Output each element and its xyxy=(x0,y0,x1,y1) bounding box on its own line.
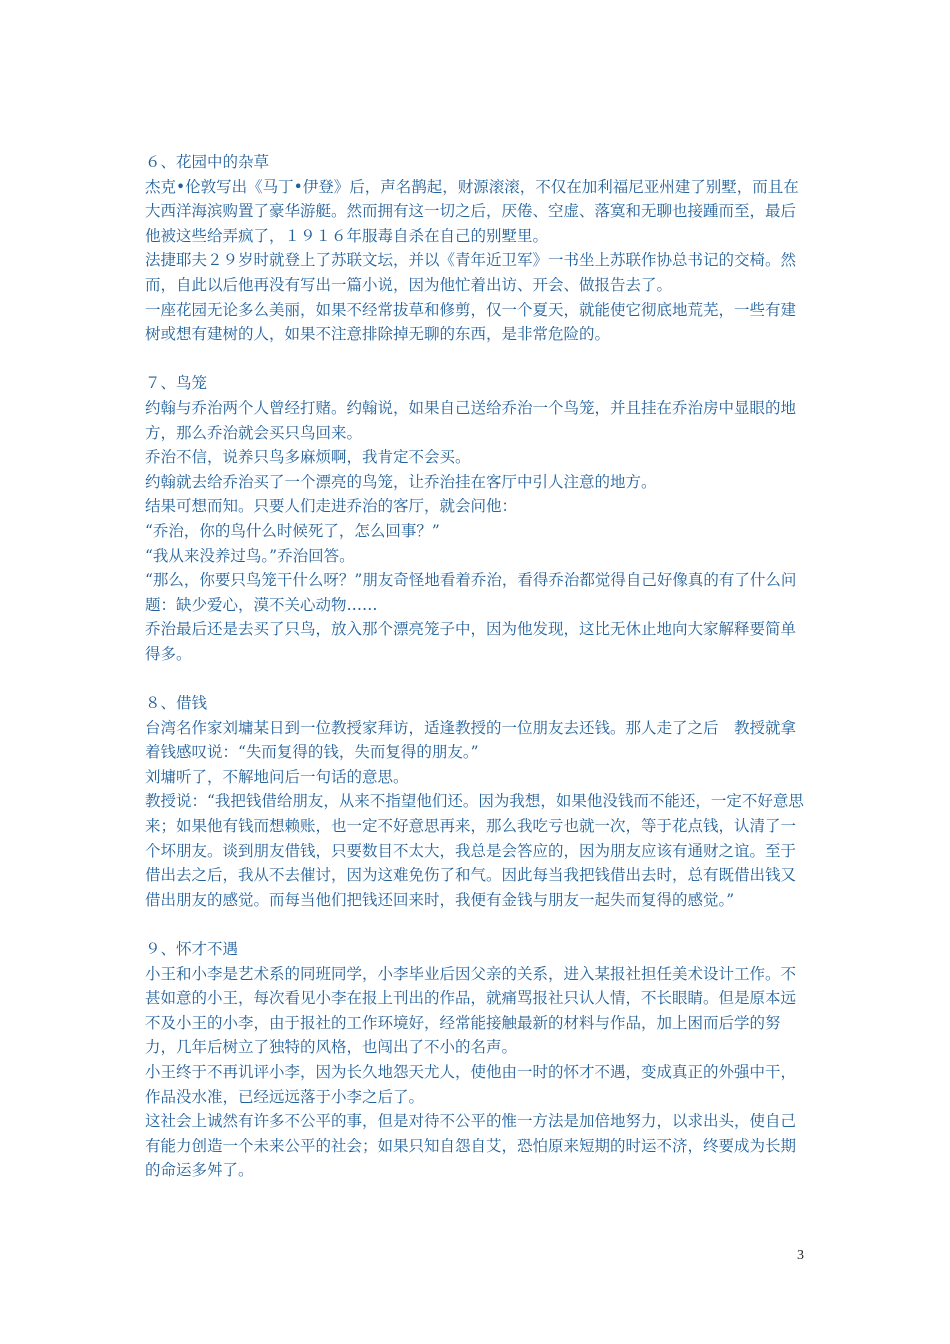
section-weeds xyxy=(145,150,810,347)
section-unrecognized-talent xyxy=(145,937,810,1183)
page-number: 3 xyxy=(797,1248,804,1263)
paragraph: “那么，你要只鸟笼干什么呀？”朋友奇怪地看着乔治，看得乔治都觉得自己好像真的有了什么问题：缺少爱心，漠不关心动物…… xyxy=(145,571,797,614)
paragraph: 教授说：“我把钱借给朋友，从来不指望他们还。因为我想，如果他没钱而不能还，一定不好意思来；如果他有钱而想赖账，也一定不好意思再来，那么我吃亏也就一次，等于花点钱，认清了一个坏朋友。谈到朋友借钱，只要数目不太大，我总是会答应的，因为朋友应该有通财之谊。至于借出去之后，我从不去催讨，因为这难免伤了和气。因此每当我把钱借出去时，总有既借出钱又借出朋友的感觉。而每当他们把钱还回来时，我便有金钱与朋友一起失而复得的感觉。” xyxy=(145,792,804,909)
paragraph: 小王终于不再讥评小李，因为长久地怨天尤人，使他由一时的怀才不遇，变成真正的外强中干，作品没水准，已经远远落于小李之后了。 xyxy=(145,1062,797,1106)
section-borrowing-money xyxy=(145,691,810,912)
document-body xyxy=(145,150,810,1183)
section-heading: ６、花园中的杂草 xyxy=(145,153,270,171)
paragraph: 台湾名作家刘墉某日到一位教授家拜访，适逢教授的一位朋友去还钱。那人走了之后 教授就拿着钱感叹说：“失而复得的钱，失而复得的朋友。” xyxy=(145,718,797,762)
paragraph: 刘墉听了，不解地问后一句话的意思。 xyxy=(145,767,409,786)
paragraph: 小王和小李是艺术系的同班同学，小李毕业后因父亲的关系，进入某报社担任美术设计工作。不甚如意的小王，每次看见小李在报上刊出的作品，就痛骂报社只认人情，不长眼睛。但是原本远不及小王的小李，由于报社的工作环境好，经常能接触最新的材料与作品，加上困而后学的努力，几年后树立了独特的风格，也闯出了不小的名声。 xyxy=(145,964,797,1057)
paragraph: 约翰就去给乔治买了一个漂亮的鸟笼，让乔治挂在客厅中引人注意的地方。 xyxy=(145,472,657,491)
paragraph: 乔治最后还是去买了只鸟，放入那个漂亮笼子中，因为他发现，这比无休止地向大家解释要简单得多。 xyxy=(145,620,797,663)
paragraph: 约翰与乔治两个人曾经打赌。约翰说，如果自己送给乔治一个鸟笼，并且挂在乔治房中显眼的地方，那么乔治就会买只鸟回来。 xyxy=(145,398,797,442)
paragraph: “乔治，你的鸟什么时候死了，怎么回事？” xyxy=(145,521,440,540)
section-heading: ７、鸟笼 xyxy=(145,374,208,393)
section-birdcage xyxy=(145,371,810,666)
paragraph: 法捷耶夫２９岁时就登上了苏联文坛，并以《青年近卫军》一书坐上苏联作协总书记的交椅。然而，自此以后他再没有写出一篇小说，因为他忙着出访、开会、做报告去了。 xyxy=(145,251,797,294)
paragraph: 这社会上诚然有许多不公平的事，但是对待不公平的惟一方法是加倍地努力，以求出头，使自己有能力创造一个未来公平的社会；如果只知自怨自艾，恐怕原来短期的时运不济，终要成为长期的命运多舛了。 xyxy=(145,1112,797,1180)
paragraph: “我从来没养过鸟。”乔治回答。 xyxy=(145,546,355,565)
paragraph: 结果可想而知。只要人们走进乔治的客厅，就会问他： xyxy=(145,497,518,516)
paragraph: 一座花园无论多么美丽，如果不经常拔草和修剪，仅一个夏天，就能使它彻底地荒芜，一些有建树或想有建树的人，如果不注意排除掉无聊的东西，是非常危险的。 xyxy=(145,300,797,344)
paragraph: 乔治不信，说养只鸟多麻烦啊，我肯定不会买。 xyxy=(145,448,471,467)
section-heading: ９、怀才不遇 xyxy=(145,940,239,958)
paragraph: 杰克•伦敦写出《马丁•伊登》后，声名鹊起，财源滚滚，不仅在加利福尼亚州建了别墅，而且在大西洋海滨购置了豪华游艇。然而拥有这一切之后，厌倦、空虚、落寞和无聊也接踵而至，最后他被这些给弄疯了，１９１６年服毒自杀在自己的别墅里。 xyxy=(145,177,799,245)
section-heading: ８、借钱 xyxy=(145,694,208,713)
